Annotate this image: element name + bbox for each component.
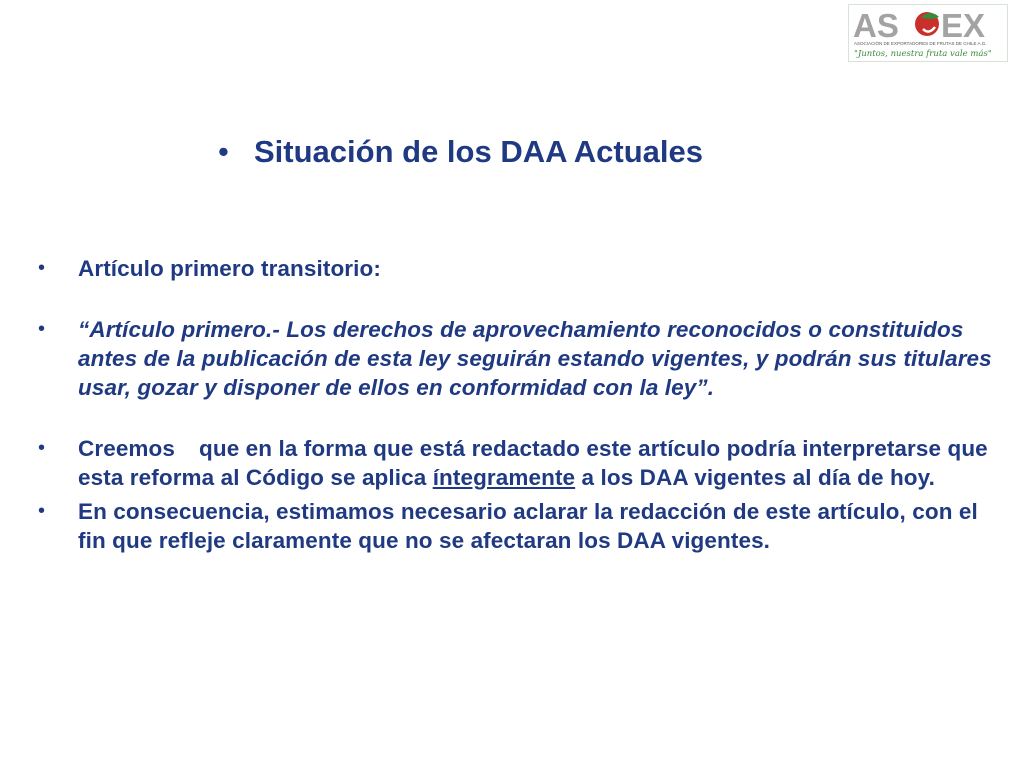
- third-underlined-word: íntegramente: [432, 465, 576, 490]
- logo-slogan: "Juntos, nuestra fruta vale más": [854, 49, 992, 59]
- slide-title: [218, 134, 703, 170]
- asoex-logo-graphic: [851, 7, 1007, 61]
- third-word-creemos: Creemos: [78, 436, 175, 461]
- fruit-icon: [915, 12, 939, 36]
- bullet-text-fourth: En consecuencia, estimamos necesario aclarar la redacción de este artículo, con el fin que refleje claramente que no se afectaran los DAA vigentes.: [78, 499, 978, 553]
- bullet-item-fourth: [38, 497, 998, 555]
- title-bullet: •: [218, 134, 229, 169]
- slide-title-text: Situación de los DAA Actuales: [254, 134, 704, 169]
- bullet-item-quote: [38, 315, 998, 402]
- bullet-dot: •: [38, 437, 46, 459]
- bullet-item-third: [38, 434, 998, 492]
- third-part-b: que en la forma que está redactado este artículo podría interpretarse que esta reforma al Código se aplica: [78, 436, 988, 490]
- bullet-dot: •: [38, 318, 46, 340]
- bullet-dot: •: [38, 500, 46, 522]
- logo-letters-ex: EX: [941, 7, 986, 44]
- logo-letters-as: AS: [853, 7, 899, 44]
- bullet-text-first: Artículo primero transitorio:: [78, 256, 381, 281]
- bullet-item-first: [38, 254, 998, 283]
- bullet-list: [38, 254, 998, 555]
- bullet-text-third: [78, 436, 988, 490]
- logo-org-line: ASOCIACIÓN DE EXPORTADORES DE FRUTAS DE CHILE A.G.: [854, 41, 987, 46]
- bullet-dot: •: [38, 257, 46, 279]
- asoex-logo: [848, 4, 1008, 62]
- third-part-c: a los DAA vigentes al día de hoy.: [581, 465, 935, 490]
- bullet-text-quote: “Artículo primero.- Los derechos de aprovechamiento reconocidos o constituidos antes de la publicación de esta ley seguirán estando vigentes, y podrán sus titulares usar, gozar y disponer de ellos en conformidad con la ley”.: [78, 317, 992, 400]
